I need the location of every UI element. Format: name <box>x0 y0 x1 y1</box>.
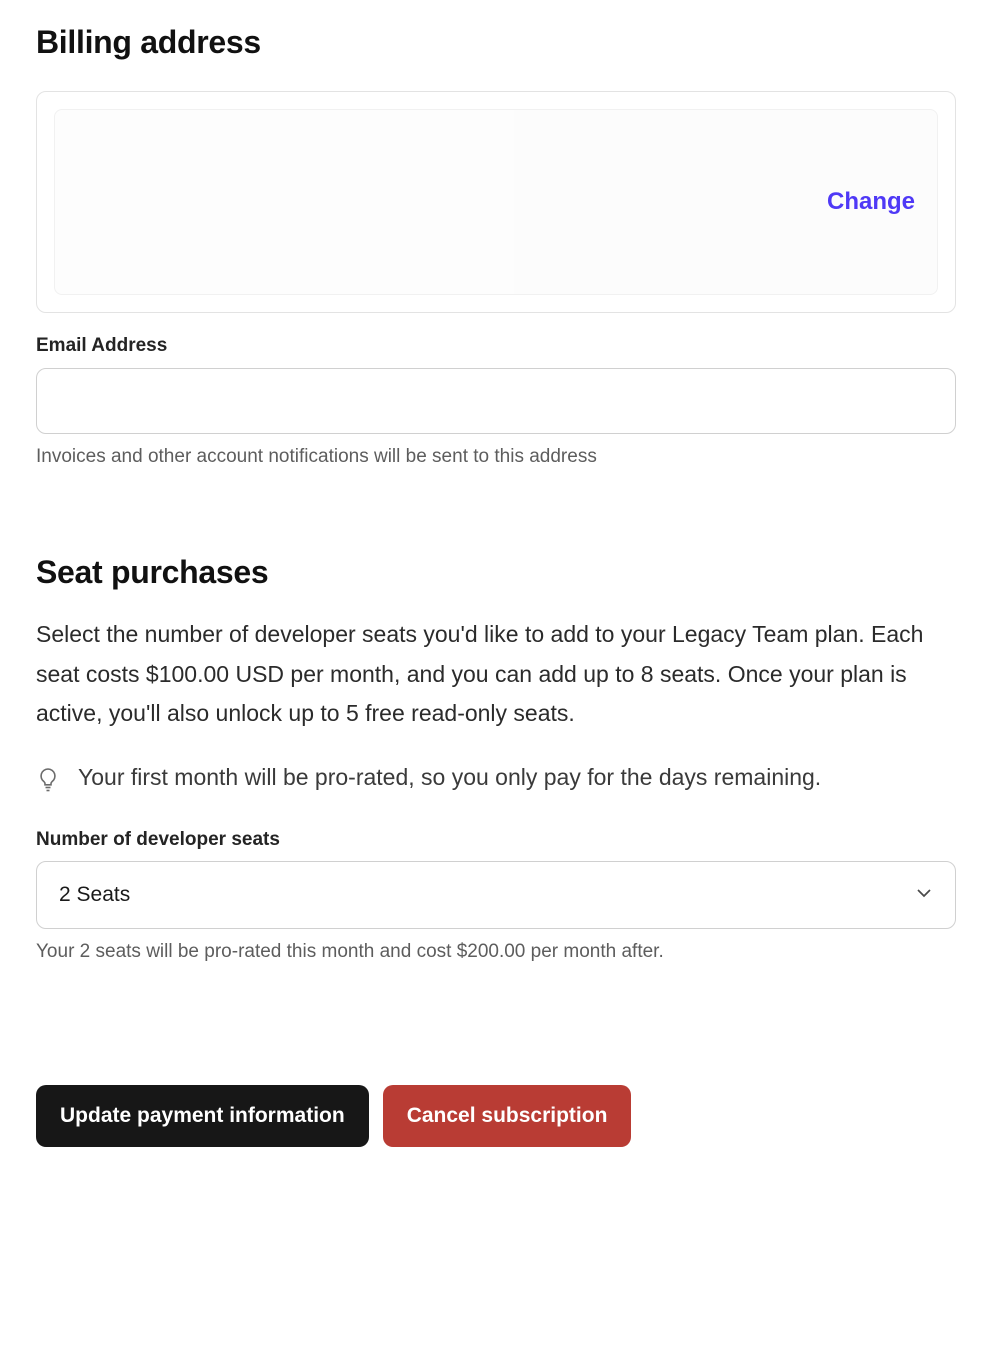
action-buttons <box>36 1085 956 1183</box>
billing-address-card <box>36 91 956 313</box>
seat-count-select[interactable] <box>36 861 956 929</box>
cancel-subscription-button[interactable]: Cancel subscription <box>383 1085 632 1147</box>
seat-count-value: 2 Seats <box>59 882 131 906</box>
pro-rate-tip-text: Your first month will be pro-rated, so you only pay for the days remaining. <box>78 763 822 790</box>
email-address-input[interactable] <box>36 368 956 434</box>
seat-purchases-title: Seat purchases <box>36 554 269 590</box>
billing-address-display <box>54 109 938 295</box>
seat-purchases-section <box>36 554 956 963</box>
page-title: Billing address <box>36 24 261 60</box>
seat-purchases-description: Select the number of developer seats you'd like to add to your Legacy Team plan. Each seat costs $100.00 USD per month, and you can add up to 8 seats. Once your plan is active, you'll also unlock up to 5 free read-only seats. <box>36 621 924 727</box>
email-help-text: Invoices and other account notifications will be sent to this address <box>36 446 597 467</box>
pro-rate-tip <box>36 760 936 799</box>
seat-count-help-text: Your 2 seats will be pro-rated this month and cost $200.00 per month after. <box>36 940 664 962</box>
change-billing-address-link[interactable]: Change <box>826 188 915 215</box>
seat-count-select-wrapper <box>36 861 956 929</box>
seat-count-label: Number of developer seats <box>36 828 280 850</box>
lightbulb-icon <box>36 766 62 799</box>
email-address-label: Email Address <box>36 335 168 356</box>
update-payment-information-button[interactable]: Update payment information <box>36 1085 369 1147</box>
